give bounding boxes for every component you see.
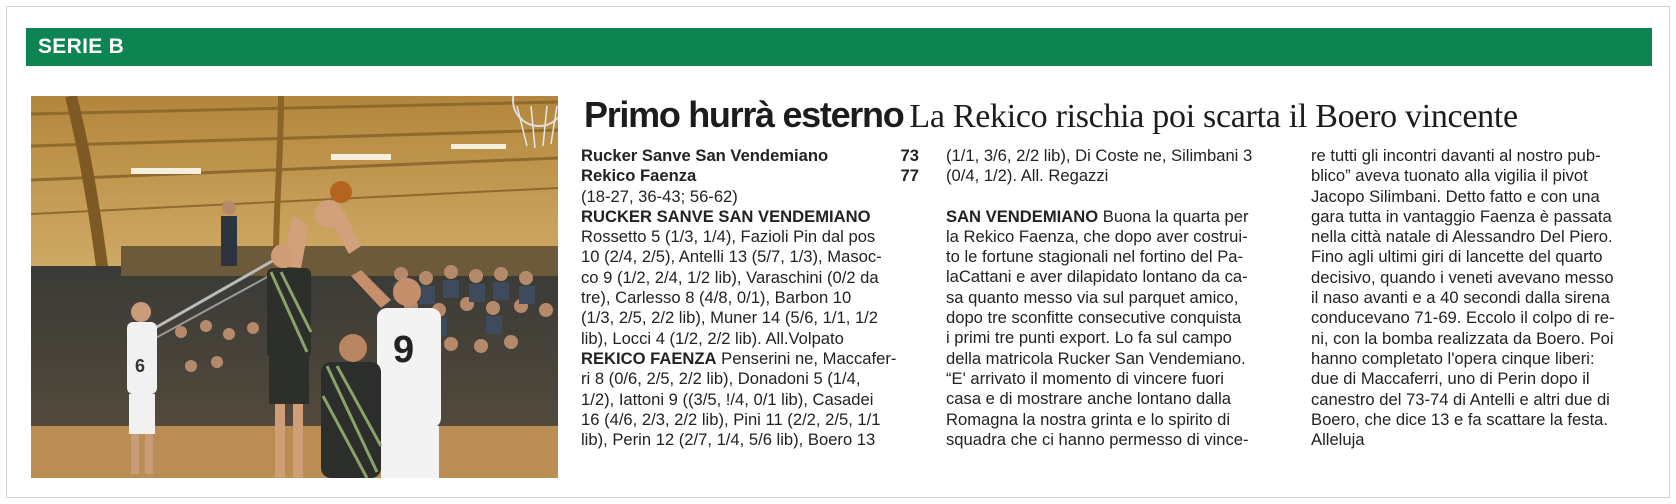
article-line: conducevano 71-69. Eccolo il colpo di re- <box>1311 308 1615 328</box>
team1-line: Rossetto 5 (1/3, 1/4), Fazioli Pin dal pos <box>581 227 876 247</box>
dateline: SAN VENDEMIANO <box>946 206 1099 226</box>
article-line: Romagna la nostra grinta e lo spirito di <box>946 409 1231 429</box>
team2-line: 16 (4/6, 2/3, 2/2 lib), Pini 11 (2/2, 2/5, 1/1 <box>581 409 881 429</box>
article-line: squadra che ci hanno permesso di vince- <box>946 429 1249 449</box>
team2-score: 77 <box>900 166 919 186</box>
team1-line: tre), Carlesso 8 (4/8, 0/1), Barbon 10 <box>581 288 852 308</box>
team2-heading: REKICO FAENZA <box>581 348 717 368</box>
article-first-line <box>946 207 1288 227</box>
team1-name: Rucker Sanve San Vendemiano <box>581 146 829 165</box>
team2-name: Rekico Faenza <box>581 166 697 186</box>
article-line: Boero, che dice 13 e fa scattare la festa. <box>1311 409 1609 429</box>
team2-line: lib), Perin 12 (2/7, 1/4, 5/6 lib), Boero 13 <box>581 430 876 450</box>
article-line: hanno completato l'opera cinque liberi: <box>1311 348 1595 368</box>
article-line: Alleluja <box>1311 430 1365 450</box>
column-article-2 <box>1311 146 1655 450</box>
photo-illustration <box>31 96 558 478</box>
jersey-number-left: 6 <box>135 356 146 376</box>
paragraph-gap <box>946 187 1288 207</box>
article-line: Fino agli ultimi giri di lancette del quarto <box>1311 247 1603 267</box>
article-line: blico” aveva tuonato alla vigilia il pivot <box>1311 166 1588 186</box>
article-line: decisivo, quando i veneti avevano messo <box>1311 267 1614 287</box>
team1-line: 10 (2/4, 2/5), Antelli 13 (5/7, 1/3), Masoc- <box>581 247 882 267</box>
column-boxscore <box>581 146 919 450</box>
article-line: i primi tre punti export. Lo fa sul campo <box>946 328 1232 348</box>
article-line: Jacopo Silimbani. Detto fatto e con una <box>1311 186 1600 206</box>
team2-line: ri 8 (0/6, 2/5, 2/2 lib), Donadoni 5 (1/4, <box>581 369 861 389</box>
article-line: canestro del 73-74 di Antelli e altri due di <box>1311 389 1610 409</box>
article-line: casa e di mostrare anche lontano dalla <box>946 389 1232 409</box>
headline-bold: Primo hurrà esterno <box>584 94 904 135</box>
boxscore-continued: (1/1, 3/6, 2/2 lib), Di Coste ne, Silimbani 3 <box>946 146 1253 165</box>
team2-first-line <box>581 349 919 369</box>
team1-line: lib), Locci 4 (1/2, 2/2 lib). All.Volpato <box>581 328 844 348</box>
article-line: il naso avanti e a 40 secondi dalla sirena <box>1311 288 1610 308</box>
team2-first: Penserini ne, Maccafer- <box>721 348 897 368</box>
score-row-team2 <box>581 166 919 186</box>
basketball-photo <box>31 96 558 478</box>
article-line: nella città natale di Alessandro Del Piero. <box>1311 227 1613 247</box>
article-headline <box>584 91 1654 147</box>
team1-heading: RUCKER SANVE SAN VENDEMIANO <box>581 206 871 226</box>
article-line: due di Maccaferri, uno di Perin dopo il <box>1311 369 1590 389</box>
article-line: gara tutta in vantaggio Faenza è passata <box>1311 206 1612 226</box>
partial-scores: (18-27, 36-43; 56-62) <box>581 186 738 206</box>
article-line: la Rekico Faenza, che dopo aver costrui- <box>946 226 1248 246</box>
section-banner <box>26 28 1652 66</box>
section-label: SERIE B <box>38 35 125 58</box>
article-first-text: Buona la quarta per <box>1102 206 1249 226</box>
article-line: re tutti gli incontri davanti al nostro pub- <box>1311 146 1601 165</box>
article-line: ni, con la bomba realizzata da Boero. Poi <box>1311 328 1614 348</box>
score-row-team1 <box>581 146 919 166</box>
article-line: “E' arrivato il momento di vincere fuori <box>946 368 1224 388</box>
article-line: to le fortune stagionali nel fortino del Pa- <box>946 247 1244 267</box>
team1-score: 73 <box>900 146 919 165</box>
headline-rest: La Rekico rischia poi scarta il Boero vincente <box>909 98 1518 135</box>
article-line: laCattani e aver dilapidato lontano da ca- <box>946 267 1248 287</box>
article-line: della matricola Rucker San Vendemiano. <box>946 348 1246 368</box>
team1-line: (1/3, 2/5, 2/2 lib), Muner 14 (5/6, 1/1, 1/2 <box>581 308 879 328</box>
team1-line: co 9 (1/2, 2/4, 1/2 lib), Varaschini (0/2 da <box>581 267 879 287</box>
boxscore-continued: (0/4, 1/2). All. Regazzi <box>946 166 1109 186</box>
jersey-number-front: 9 <box>393 329 415 371</box>
column-article-1 <box>946 146 1288 450</box>
team2-line: 1/2), Iattoni 9 ((3/5, !/4, 0/1 lib), Casadei <box>581 389 874 409</box>
article-line: sa quanto messo via sul parquet amico, <box>946 287 1239 307</box>
article-line: dopo tre sconfitte consecutive conquista <box>946 308 1242 328</box>
